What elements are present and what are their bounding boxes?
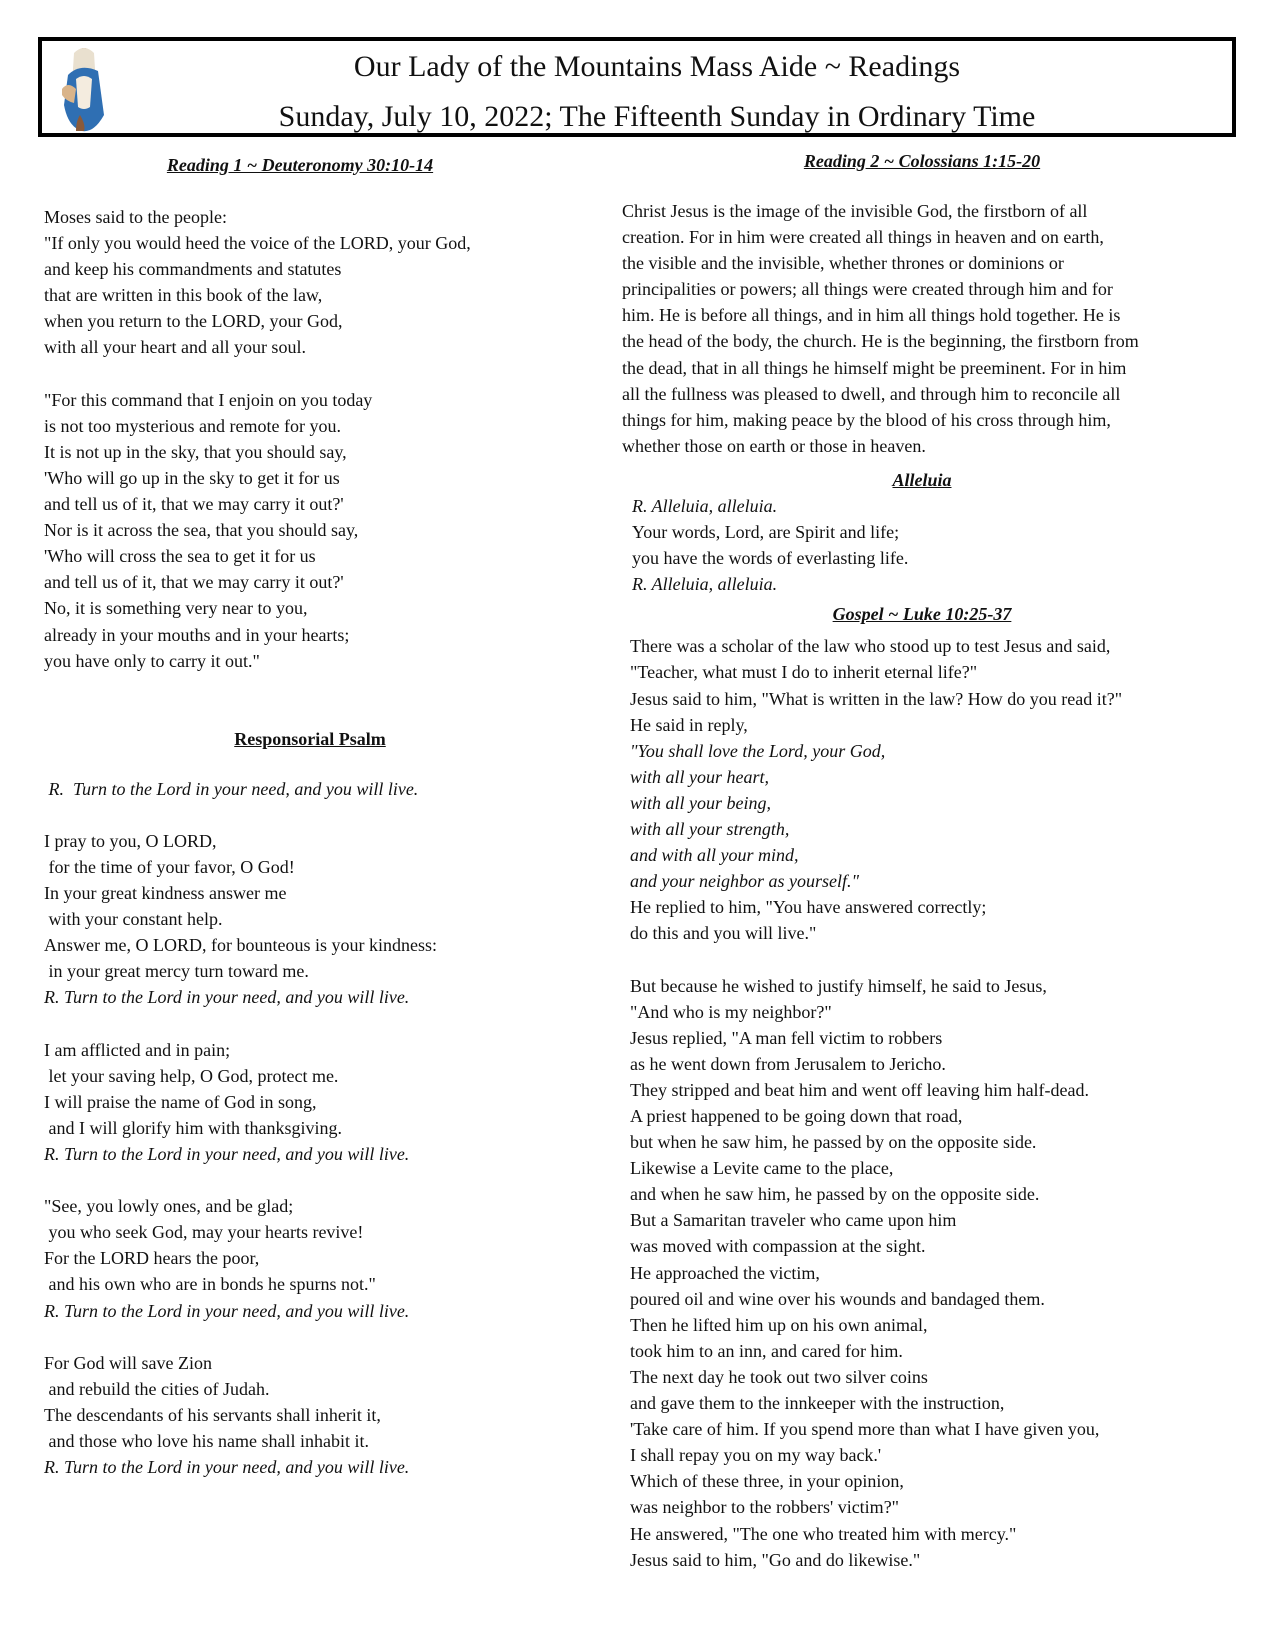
- text-line: A priest happened to be going down that road,: [630, 1106, 963, 1126]
- text-line: in your great mercy turn toward me.: [44, 961, 309, 982]
- alleluia-refrain: R. Alleluia, alleluia.: [632, 495, 778, 516]
- text-line: with all your being,: [630, 792, 771, 813]
- left-column: [44, 152, 604, 1480]
- psalm-response: R. Turn to the Lord in your need, and you will live.: [44, 778, 419, 799]
- page-title: Our Lady of the Mountains Mass Aide ~ Readings: [353, 50, 961, 83]
- text-line: poured oil and wine over his wounds and bandaged them.: [630, 1288, 1045, 1309]
- text-line: let your saving help, O God, protect me.: [44, 1065, 339, 1086]
- text-line: Jesus replied, "A man fell victim to robbers: [630, 1027, 943, 1048]
- text-line: as he went down from Jerusalem to Jericho.: [630, 1053, 946, 1074]
- text-line: and gave them to the innkeeper with the instruction,: [630, 1393, 1005, 1414]
- text-line: and keep his commandments and statutes: [44, 259, 342, 280]
- text-line: you who seek God, may your hearts revive!: [44, 1222, 364, 1243]
- text-line: with all your heart and all your soul.: [44, 337, 306, 358]
- text-line: and tell us of it, that we may carry it out?': [44, 494, 344, 515]
- text-line: "For this command that I enjoin on you today: [44, 389, 373, 410]
- text-line: with all your heart,: [630, 766, 769, 787]
- text-line: He replied to him, "You have answered correctly;: [630, 897, 987, 918]
- text-line: Likewise a Levite came to the place,: [630, 1158, 894, 1179]
- reading1-text: [44, 204, 604, 674]
- text-line: For the LORD hears the poor,: [44, 1248, 260, 1269]
- text-line: He said in reply,: [630, 714, 748, 735]
- text-line: with all your strength,: [630, 818, 790, 839]
- text-line: and with all your mind,: [630, 845, 799, 866]
- text-line: and those who love his name shall inhabit it.: [44, 1431, 369, 1452]
- text-line: "And who is my neighbor?": [630, 1001, 832, 1022]
- header-box: [38, 37, 1236, 137]
- text-line: 'Take care of him. If you spend more than what I have given you,: [630, 1419, 1100, 1440]
- alleluia-heading: Alleluia: [892, 469, 952, 490]
- text-line: you have the words of everlasting life.: [632, 548, 909, 569]
- text-line: was moved with compassion at the sight.: [630, 1236, 926, 1257]
- text-line: Then he lifted him up on his own animal,: [630, 1314, 928, 1335]
- text-line: do this and you will live.": [630, 923, 817, 944]
- text-line: 'Who will cross the sea to get it for us: [44, 546, 316, 567]
- page-subtitle: Sunday, July 10, 2022; The Fifteenth Sunday in Ordinary Time: [278, 100, 1036, 133]
- text-line: For God will save Zion: [44, 1352, 212, 1373]
- text-line: He answered, "The one who treated him with mercy.": [630, 1523, 1017, 1544]
- text-line: you have only to carry it out.": [44, 650, 260, 671]
- text-line: "If only you would heed the voice of the LORD, your God,: [44, 233, 471, 254]
- text-line: Answer me, O LORD, for bounteous is your kindness:: [44, 935, 437, 956]
- text-line: the dead, that in all things he himself might be preeminent. For in him: [622, 357, 1127, 378]
- text-line: and his own who are in bonds he spurns not.": [44, 1274, 376, 1295]
- text-line: whether those on earth or those in heaven.: [622, 435, 926, 456]
- text-line: and tell us of it, that we may carry it out?': [44, 572, 344, 593]
- text-line: Jesus said to him, "What is written in the law? How do you read it?": [630, 688, 1123, 709]
- text-line: He approached the victim,: [630, 1262, 820, 1283]
- text-line: him. He is before all things, and in him all things hold together. He is: [622, 305, 1121, 326]
- text-line: Your words, Lord, are Spirit and life;: [632, 522, 900, 543]
- psalm-refrain: R. Turn to the Lord in your need, and you will live.: [44, 1144, 410, 1164]
- text-line: Christ Jesus is the image of the invisible God, the firstborn of all: [622, 201, 1088, 221]
- psalm-refrain: R. Turn to the Lord in your need, and you will live.: [44, 987, 410, 1008]
- text-line: The descendants of his servants shall inherit it,: [44, 1404, 381, 1425]
- text-line: They stripped and beat him and went off leaving him half-dead.: [630, 1079, 1090, 1100]
- reading2-text: [622, 198, 1237, 459]
- reading1-heading: Reading 1 ~ Deuteronomy 30:10-14: [166, 155, 434, 175]
- psalm-refrain: R. Turn to the Lord in your need, and you will live.: [44, 1300, 410, 1321]
- text-line: Which of these three, in your opinion,: [630, 1471, 904, 1492]
- reading2-heading: Reading 2 ~ Colossians 1:15-20: [803, 151, 1041, 171]
- text-line: and when he saw him, he passed by on the opposite side.: [630, 1184, 1040, 1205]
- text-line: already in your mouths and in your hearts;: [44, 624, 350, 645]
- text-line: is not too mysterious and remote for you.: [44, 415, 341, 436]
- text-line: and rebuild the cities of Judah.: [44, 1378, 270, 1399]
- right-column: [622, 148, 1237, 1573]
- text-line: It is not up in the sky, that you should say,: [44, 441, 347, 462]
- text-line: Jesus said to him, "Go and do likewise.": [630, 1549, 921, 1570]
- text-line: Moses said to the people:: [44, 207, 227, 227]
- text-line: 'Who will go up in the sky to get it for us: [44, 467, 340, 488]
- text-line: creation. For in him were created all things in heaven and on earth,: [622, 227, 1104, 248]
- text-line: But because he wished to justify himself, he said to Jesus,: [630, 975, 1047, 996]
- text-line: But a Samaritan traveler who came upon him: [630, 1210, 957, 1231]
- text-line: There was a scholar of the law who stood up to test Jesus and said,: [630, 636, 1111, 657]
- text-line: I will praise the name of God in song,: [44, 1091, 317, 1112]
- text-line: and your neighbor as yourself.": [630, 871, 860, 892]
- text-line: Nor is it across the sea, that you should say,: [44, 520, 359, 541]
- text-line: the head of the body, the church. He is the beginning, the firstborn from: [622, 331, 1139, 352]
- text-line: when you return to the LORD, your God,: [44, 311, 343, 332]
- text-line: was neighbor to the robbers' victim?": [630, 1497, 900, 1518]
- psalm-text: [44, 776, 604, 1481]
- text-line: that are written in this book of the law,: [44, 285, 323, 306]
- text-line: I shall repay you on my way back.': [630, 1445, 882, 1466]
- text-line: the visible and the invisible, whether thrones or dominions or: [622, 253, 1064, 274]
- alleluia-text: [632, 493, 1237, 597]
- psalm-heading: Responsorial Psalm: [234, 728, 386, 749]
- psalm-refrain: R. Turn to the Lord in your need, and you will live.: [44, 1457, 410, 1478]
- text-line: In your great kindness answer me: [44, 883, 287, 904]
- text-line: I am afflicted and in pain;: [44, 1039, 231, 1060]
- text-line: "Teacher, what must I do to inherit eternal life?": [630, 662, 978, 683]
- text-line: principalities or powers; all things were created through him and for: [622, 279, 1113, 300]
- gospel-heading: Gospel ~ Luke 10:25-37: [832, 604, 1012, 625]
- text-line: all the fullness was pleased to dwell, and through him to reconcile all: [622, 383, 1121, 404]
- text-line: for the time of your favor, O God!: [44, 856, 295, 877]
- text-line: The next day he took out two silver coins: [630, 1366, 928, 1387]
- text-line: [44, 361, 604, 387]
- text-line: and I will glorify him with thanksgiving.: [44, 1117, 342, 1138]
- gospel-text: [630, 633, 1237, 1572]
- text-line: took him to an inn, and cared for him.: [630, 1340, 903, 1361]
- text-line: "See, you lowly ones, and be glad;: [44, 1196, 294, 1217]
- text-line: with your constant help.: [44, 909, 223, 930]
- alleluia-refrain: R. Alleluia, alleluia.: [632, 574, 778, 595]
- text-line: "You shall love the Lord, your God,: [630, 740, 886, 761]
- text-line: No, it is something very near to you,: [44, 598, 308, 619]
- text-line: but when he saw him, he passed by on the opposite side.: [630, 1132, 1037, 1153]
- text-line: things for him, making peace by the blood of his cross through him,: [622, 409, 1111, 430]
- text-line: I pray to you, O LORD,: [44, 830, 217, 851]
